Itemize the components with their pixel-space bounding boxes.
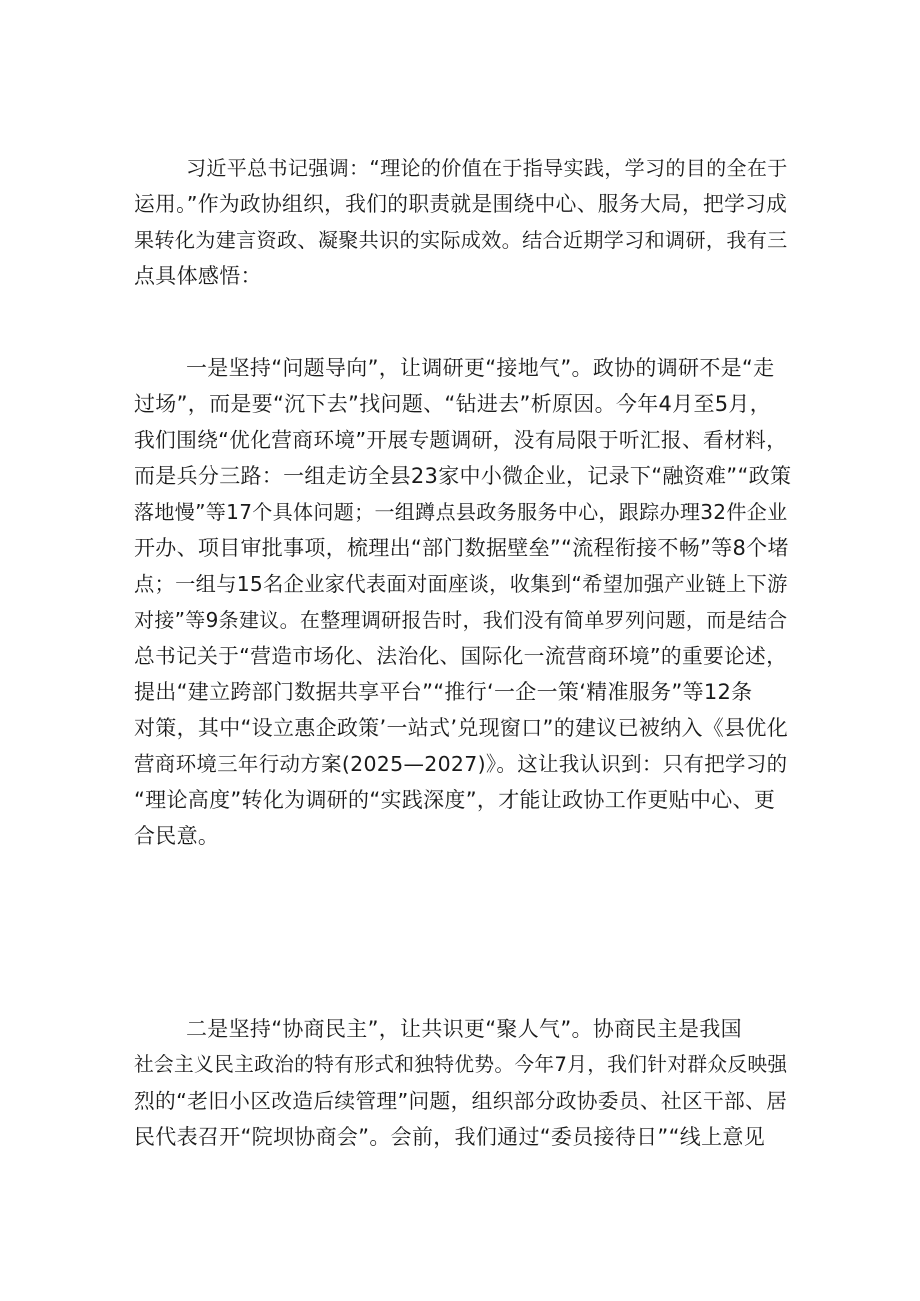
paragraph-point-one bbox=[134, 350, 794, 854]
text-line: 过场”，而是要“沉下去”找问题、“钻进去”析原因。今年4月至5月， bbox=[134, 392, 772, 416]
paragraph-intro bbox=[134, 150, 794, 294]
text-line: 社会主义民主政治的特有形式和独特优势。今年7月，我们针对群众反映强 bbox=[134, 1053, 788, 1076]
text-line: 营商环境三年行动方案(2025—2027)》。这让我认识到：只有把学习的 bbox=[134, 752, 788, 776]
text-line: 点具体感悟： bbox=[134, 264, 262, 288]
text-line: 提出“建立跨部门数据共享平台”“推行‘一企一策‘精准服务”等12条 bbox=[134, 680, 753, 704]
text-line: 运用。”作为政协组织，我们的职责就是围绕中心、服务大局，把学习成 bbox=[134, 192, 788, 216]
text-line: 开办、项目审批事项，梳理出“部门数据壁垒”“流程衔接不畅”等8个堵 bbox=[134, 536, 789, 560]
text-line: 一是坚持“问题导向”，让调研更“接地气”。政协的调研不是“走 bbox=[186, 356, 775, 380]
text-line: 点；一组与15名企业家代表面对面座谈，收集到“希望加强产业链上下游 bbox=[134, 572, 788, 596]
text-line: 总书记关于“营造市场化、法治化、国际化一流营商环境”的重要论述， bbox=[134, 644, 788, 668]
text-line: 果转化为建言资政、凝聚共识的实际成效。结合近期学习和调研，我有三 bbox=[134, 228, 788, 252]
text-line: 二是坚持“协商民主”，让共识更“聚人气”。协商民主是我国 bbox=[186, 1017, 742, 1041]
text-line: 习近平总书记强调：“理论的价值在于指导实践，学习的目的全在于 bbox=[186, 156, 788, 180]
text-line: 落地慢”等17个具体问题；一组蹲点县政务服务中心，跟踪办理32件企业 bbox=[134, 500, 788, 524]
text-line: “理论高度”转化为调研的“实践深度”，才能让政协工作更贴中心、更 bbox=[134, 788, 776, 812]
text-line: 合民意。 bbox=[134, 824, 220, 848]
text-line: 对接”等9条建议。在整理调研报告时，我们没有简单罗列问题，而是结合 bbox=[134, 608, 788, 632]
text-line: 我们围绕“优化营商环境”开展专题调研，没有局限于听汇报、看材料， bbox=[134, 428, 788, 452]
text-line: 民代表召开“院坝协商会”。会前，我们通过“委员接待日”“线上意见 bbox=[134, 1125, 765, 1149]
text-line: 烈的“老旧小区改造后续管理”问题，组织部分政协委员、社区干部、居 bbox=[134, 1089, 788, 1113]
text-line: 而是兵分三路：一组走访全县23家中小微企业，记录下“融资难”“政策 bbox=[134, 464, 792, 488]
paragraph-point-two bbox=[134, 1011, 794, 1155]
text-line: 对策，其中“设立惠企政策’一站式’兑现窗口”的建议已被纳入《县优化 bbox=[134, 716, 789, 740]
